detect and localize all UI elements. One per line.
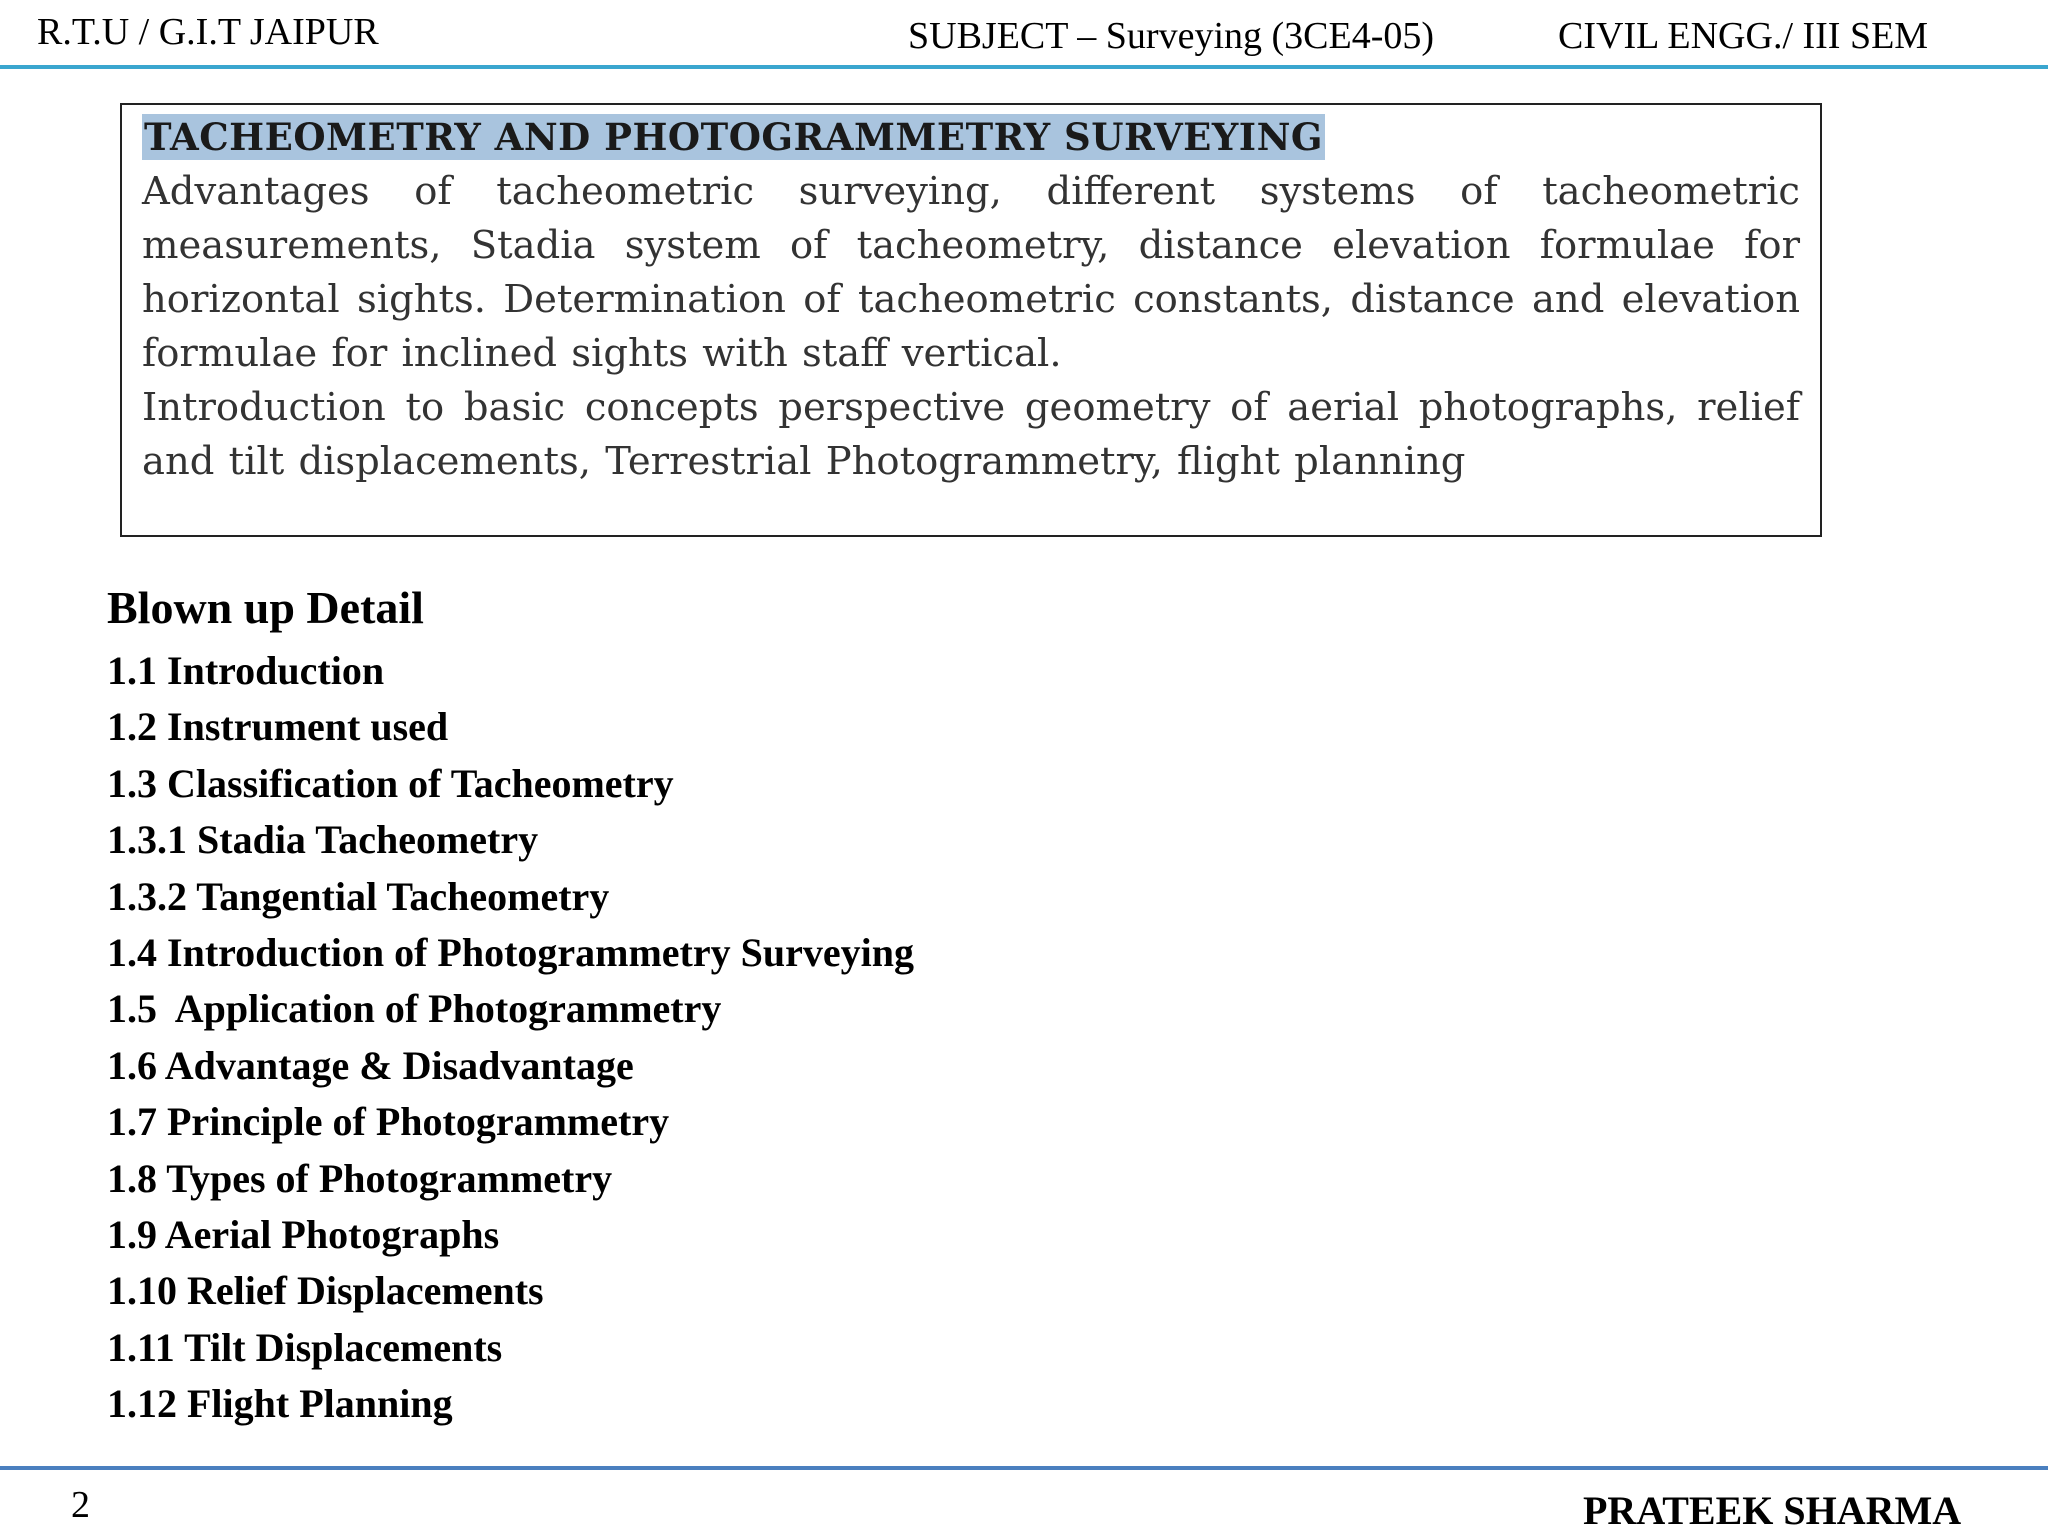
topic-item: 1.9 Aerial Photographs	[107, 1212, 500, 1258]
topic-item: 1.5 Application of Photogrammetry	[107, 986, 722, 1032]
topic-item: 1.2 Instrument used	[107, 704, 449, 750]
blown-up-title: Blown up Detail	[107, 582, 424, 633]
page-number: 2	[71, 1484, 90, 1526]
header-institution: R.T.U / G.I.T JAIPUR	[37, 11, 379, 53]
topic-list	[107, 643, 914, 1433]
footer-rule	[0, 1466, 2048, 1470]
topic-item: 1.1 Introduction	[107, 648, 385, 693]
author-name: PRATEEK SHARMA	[1583, 1488, 1962, 1533]
topic-item: 1.8 Types of Photogrammetry	[107, 1155, 613, 1201]
topic-item: 1.10 Relief Displacements	[107, 1268, 544, 1314]
topic-item: 1.12 Flight Planning	[107, 1381, 453, 1427]
topic-item: 1.3.2 Tangential Tacheometry	[107, 873, 610, 919]
syllabus-paragraph-photogrammetry: Introduction to basic concepts perspective geometry of aerial photographs, relief and tilt displacements, Terrestrial Photogrammetry, flight planning	[142, 385, 1800, 484]
topic-item: 1.4 Introduction of Photogrammetry Surveying	[107, 930, 914, 976]
topic-item: 1.6 Advantage & Disadvantage	[107, 1042, 634, 1088]
syllabus-box	[120, 103, 1822, 537]
topic-item: 1.3 Classification of Tacheometry	[107, 760, 674, 806]
topic-item: 1.3.1 Stadia Tacheometry	[107, 817, 539, 863]
topic-item: 1.11 Tilt Displacements	[107, 1324, 503, 1370]
syllabus-paragraph-tacheometry: Advantages of tacheometric surveying, different systems of tacheometric measurements, Stadia system of tacheometry, distance elevation formulae for horizontal sights. Determination of tacheometric constants, distance and elevation formulae for inclined sights with staff vertical.	[142, 169, 1800, 376]
header-rule	[0, 65, 2048, 69]
header-subject: SUBJECT – Surveying (3CE4-05)	[908, 15, 1435, 57]
syllabus-title: TACHEOMETRY AND PHOTOGRAMMETRY SURVEYING	[144, 115, 1323, 159]
topic-item: 1.7 Principle of Photogrammetry	[107, 1099, 670, 1145]
header-department: CIVIL ENGG./ III SEM	[1558, 15, 1929, 57]
